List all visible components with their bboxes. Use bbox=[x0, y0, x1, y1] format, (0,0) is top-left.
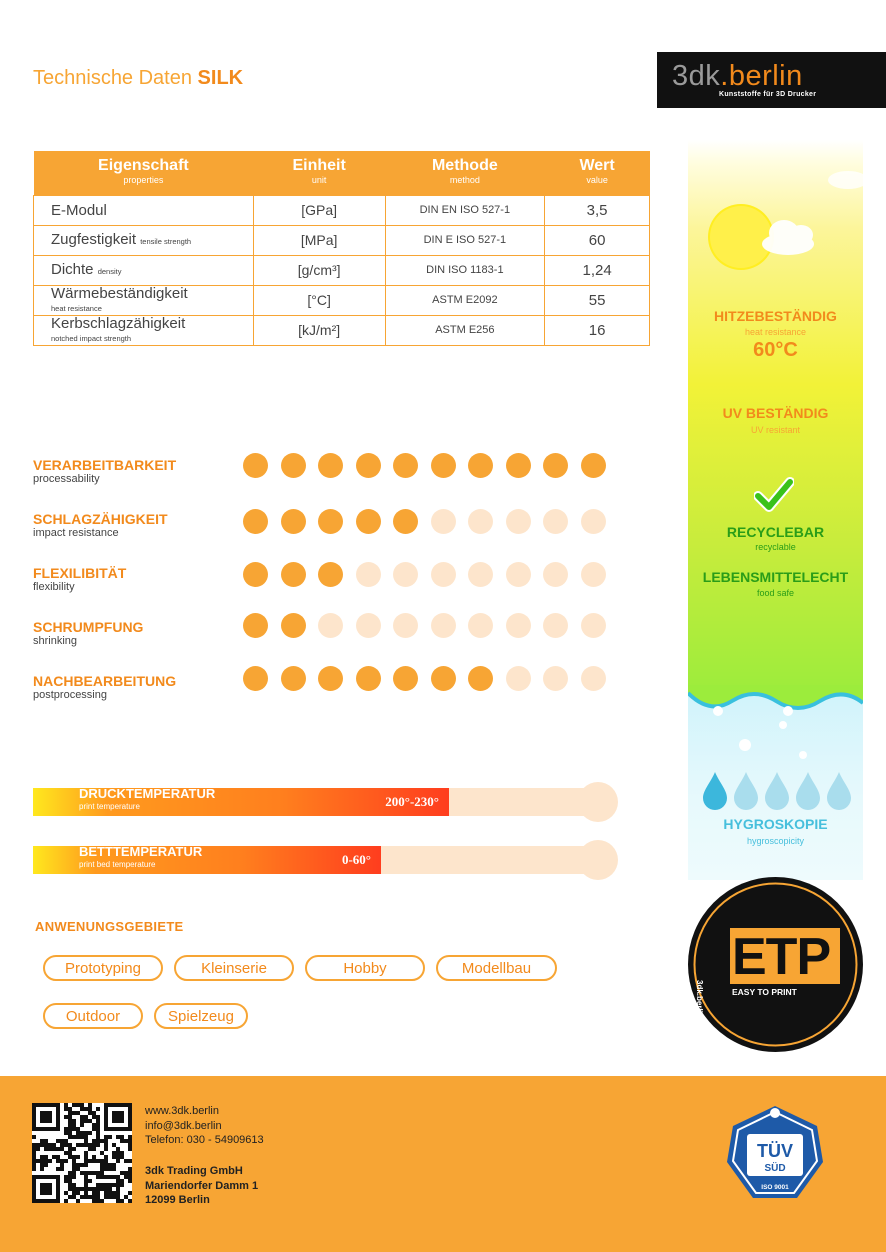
rating-dot-empty bbox=[356, 613, 381, 638]
bar-value: 200°-230° bbox=[385, 794, 439, 809]
print-temperature-bar bbox=[33, 782, 618, 822]
method-cell: ASTM E256 bbox=[385, 316, 545, 346]
value-cell: 55 bbox=[545, 286, 650, 316]
table-row bbox=[34, 256, 650, 286]
rating-dot-filled bbox=[243, 562, 268, 587]
rating-dot-filled bbox=[281, 509, 306, 534]
rating-dot-empty bbox=[393, 562, 418, 587]
rating-dot-empty bbox=[431, 509, 456, 534]
qr-code-icon bbox=[32, 1103, 132, 1203]
rating-dot-empty bbox=[431, 613, 456, 638]
logo-text-a: 3dk bbox=[672, 60, 721, 92]
specs-header-row bbox=[34, 151, 650, 196]
header-value: Wert value bbox=[545, 151, 650, 196]
rating-dot-filled bbox=[281, 666, 306, 691]
rating-dot-empty bbox=[543, 562, 568, 587]
unit-cell: [kJ/m²] bbox=[253, 316, 385, 346]
company-name: 3dk Trading GmbH bbox=[145, 1165, 243, 1177]
rating-dots bbox=[243, 453, 606, 478]
rating-dot-empty bbox=[506, 613, 531, 638]
rating-dot-filled bbox=[281, 562, 306, 587]
bar-value: 0-60° bbox=[341, 852, 371, 867]
title-prefix: Technische Daten bbox=[33, 67, 192, 89]
logo-text-b: .berlin bbox=[720, 60, 803, 92]
value-cell: 3,5 bbox=[545, 196, 650, 226]
rating-dot-filled bbox=[243, 453, 268, 478]
tuv-sud-icon bbox=[725, 1104, 825, 1204]
sun-cloud-icon bbox=[688, 140, 863, 290]
rating-dot-empty bbox=[581, 666, 606, 691]
rating-dot-filled bbox=[468, 453, 493, 478]
rating-dot-empty bbox=[356, 562, 381, 587]
rating-dot-empty bbox=[431, 562, 456, 587]
value-cell: 1,24 bbox=[545, 256, 650, 286]
unit-cell: [°C] bbox=[253, 286, 385, 316]
water-drop-icon bbox=[765, 772, 789, 810]
logo-tagline: Kunststoffe für 3D Drucker bbox=[719, 91, 817, 98]
rating-dot-empty bbox=[581, 562, 606, 587]
rating-dot-filled bbox=[431, 453, 456, 478]
rating-dot-empty bbox=[506, 509, 531, 534]
rating-dot-filled bbox=[468, 666, 493, 691]
specs-table bbox=[33, 151, 650, 346]
table-row bbox=[34, 286, 650, 316]
rating-dot-filled bbox=[393, 453, 418, 478]
rating-dot-empty bbox=[543, 666, 568, 691]
rating-dot-filled bbox=[581, 453, 606, 478]
property-cell: Kerbschlagzähigkeit notched impact strength bbox=[34, 316, 254, 346]
recyclable: RECYCLEBAR recyclable bbox=[726, 524, 825, 552]
etp-subtitle: EASY TO PRINT bbox=[732, 987, 797, 997]
unit-cell: [MPa] bbox=[253, 226, 385, 256]
rating-dot-filled bbox=[318, 562, 343, 587]
method-cell: DIN EN ISO 527-1 bbox=[385, 196, 545, 226]
chip-outdoor: Outdoor bbox=[43, 1003, 143, 1029]
rating-dot-empty bbox=[468, 613, 493, 638]
heat-resistance: HITZEBESTÄNDIG heat resistance 60°C bbox=[714, 308, 837, 361]
water-drop-icon bbox=[827, 772, 851, 810]
table-row bbox=[34, 196, 650, 226]
rating-dot-empty bbox=[506, 666, 531, 691]
title-product: SILK bbox=[197, 67, 244, 89]
rating-dot-filled bbox=[431, 666, 456, 691]
city: 12099 Berlin bbox=[145, 1194, 210, 1206]
hygroscopy-drops bbox=[688, 768, 863, 813]
uv-resistance: UV BESTÄNDIG UV resistant bbox=[722, 405, 829, 435]
rating-dot-filled bbox=[356, 666, 381, 691]
method-cell: DIN E ISO 527-1 bbox=[385, 226, 545, 256]
property-cell: Dichte density bbox=[34, 256, 254, 286]
etp-badge bbox=[688, 877, 863, 1052]
food-safe: LEBENSMITTELECHT food safe bbox=[702, 569, 849, 598]
property-cell: Wärmebeständigkeit heat resistance bbox=[34, 286, 254, 316]
rating-dot-filled bbox=[393, 509, 418, 534]
method-cell: DIN ISO 1183-1 bbox=[385, 256, 545, 286]
rating-dot-filled bbox=[506, 453, 531, 478]
rating-dot-empty bbox=[581, 509, 606, 534]
rating-dot-filled bbox=[356, 453, 381, 478]
water-drop-icon bbox=[796, 772, 820, 810]
rating-dot-filled bbox=[318, 509, 343, 534]
water-drop-icon bbox=[734, 772, 758, 810]
rating-dot-filled bbox=[243, 666, 268, 691]
brand-logo bbox=[657, 52, 886, 108]
etp-vertical-text: 3dk.berlin bbox=[695, 980, 704, 1018]
property-cell: E-Modul bbox=[34, 196, 254, 226]
street: Mariendorfer Damm 1 bbox=[145, 1179, 259, 1192]
phone-text: Telefon: 030 - 54909613 bbox=[145, 1134, 264, 1146]
rating-dot-empty bbox=[506, 562, 531, 587]
method-cell: ASTM E2092 bbox=[385, 286, 545, 316]
rating-dots bbox=[243, 666, 606, 691]
rating-label: SCHRUMPFUNG shrinking bbox=[33, 619, 144, 647]
applications-title: ANWENUNGSGEBIETE bbox=[35, 919, 184, 934]
chip-modellbau: Modellbau bbox=[436, 955, 557, 981]
chip-hobby: Hobby bbox=[305, 955, 425, 981]
unit-cell: [GPa] bbox=[253, 196, 385, 226]
chip-prototyping: Prototyping bbox=[43, 955, 163, 981]
svg-text:SÜD: SÜD bbox=[764, 1163, 786, 1174]
rating-dot-empty bbox=[543, 613, 568, 638]
properties-sidebar bbox=[688, 140, 863, 880]
rating-dot-empty bbox=[318, 613, 343, 638]
value-cell: 16 bbox=[545, 316, 650, 346]
unit-cell: [g/cm³] bbox=[253, 256, 385, 286]
table-row bbox=[34, 316, 650, 346]
rating-dot-empty bbox=[581, 613, 606, 638]
rating-dot-empty bbox=[468, 562, 493, 587]
svg-text:ISO 9001: ISO 9001 bbox=[761, 1184, 789, 1191]
rating-label: NACHBEARBEITUNG postprocessing bbox=[33, 673, 177, 701]
chip-spielzeug: Spielzeug bbox=[154, 1003, 248, 1029]
rating-dot-filled bbox=[243, 509, 268, 534]
bar-label: BETTTEMPERATUR print bed temperature bbox=[79, 844, 203, 869]
page-title bbox=[33, 67, 243, 90]
website-link[interactable]: www.3dk.berlin bbox=[145, 1105, 219, 1117]
value-cell: 60 bbox=[545, 226, 650, 256]
rating-dot-filled bbox=[318, 453, 343, 478]
rating-dot-empty bbox=[393, 613, 418, 638]
check-icon bbox=[754, 476, 794, 516]
rating-dots bbox=[243, 613, 606, 638]
footer bbox=[0, 1076, 886, 1252]
svg-text:TÜV: TÜV bbox=[757, 1141, 793, 1161]
water-drop-icon bbox=[703, 772, 727, 810]
rating-dots bbox=[243, 509, 606, 534]
rating-dot-filled bbox=[243, 613, 268, 638]
rating-dot-filled bbox=[393, 666, 418, 691]
rating-dot-filled bbox=[281, 613, 306, 638]
hygroscopy: HYGROSKOPIE hygroscopicity bbox=[723, 816, 828, 846]
rating-dot-empty bbox=[468, 509, 493, 534]
header-unit: Einheit unit bbox=[253, 151, 385, 196]
etp-text: ETP bbox=[732, 928, 831, 986]
rating-label: SCHLAGZÄHIGKEIT impact resistance bbox=[33, 511, 168, 539]
rating-dot-filled bbox=[356, 509, 381, 534]
table-row bbox=[34, 226, 650, 256]
rating-dot-filled bbox=[318, 666, 343, 691]
email-link[interactable]: info@3dk.berlin bbox=[145, 1119, 222, 1132]
rating-label: VERARBEITBARKEIT processability bbox=[33, 457, 177, 485]
bed-temperature-bar bbox=[33, 840, 618, 880]
header-property: Eigenschaft properties bbox=[34, 151, 254, 196]
rating-dot-filled bbox=[281, 453, 306, 478]
rating-dots bbox=[243, 562, 606, 587]
rating-dot-filled bbox=[543, 453, 568, 478]
chip-kleinserie: Kleinserie bbox=[174, 955, 294, 981]
header-method: Methode method bbox=[385, 151, 545, 196]
contact-info bbox=[145, 1104, 264, 1148]
rating-dot-empty bbox=[543, 509, 568, 534]
property-cell: Zugfestigkeit tensile strength bbox=[34, 226, 254, 256]
rating-label: FLEXILIBITÄT flexibility bbox=[33, 565, 127, 593]
address bbox=[145, 1164, 258, 1208]
bar-label: DRUCKTEMPERATUR print temperature bbox=[79, 786, 216, 811]
